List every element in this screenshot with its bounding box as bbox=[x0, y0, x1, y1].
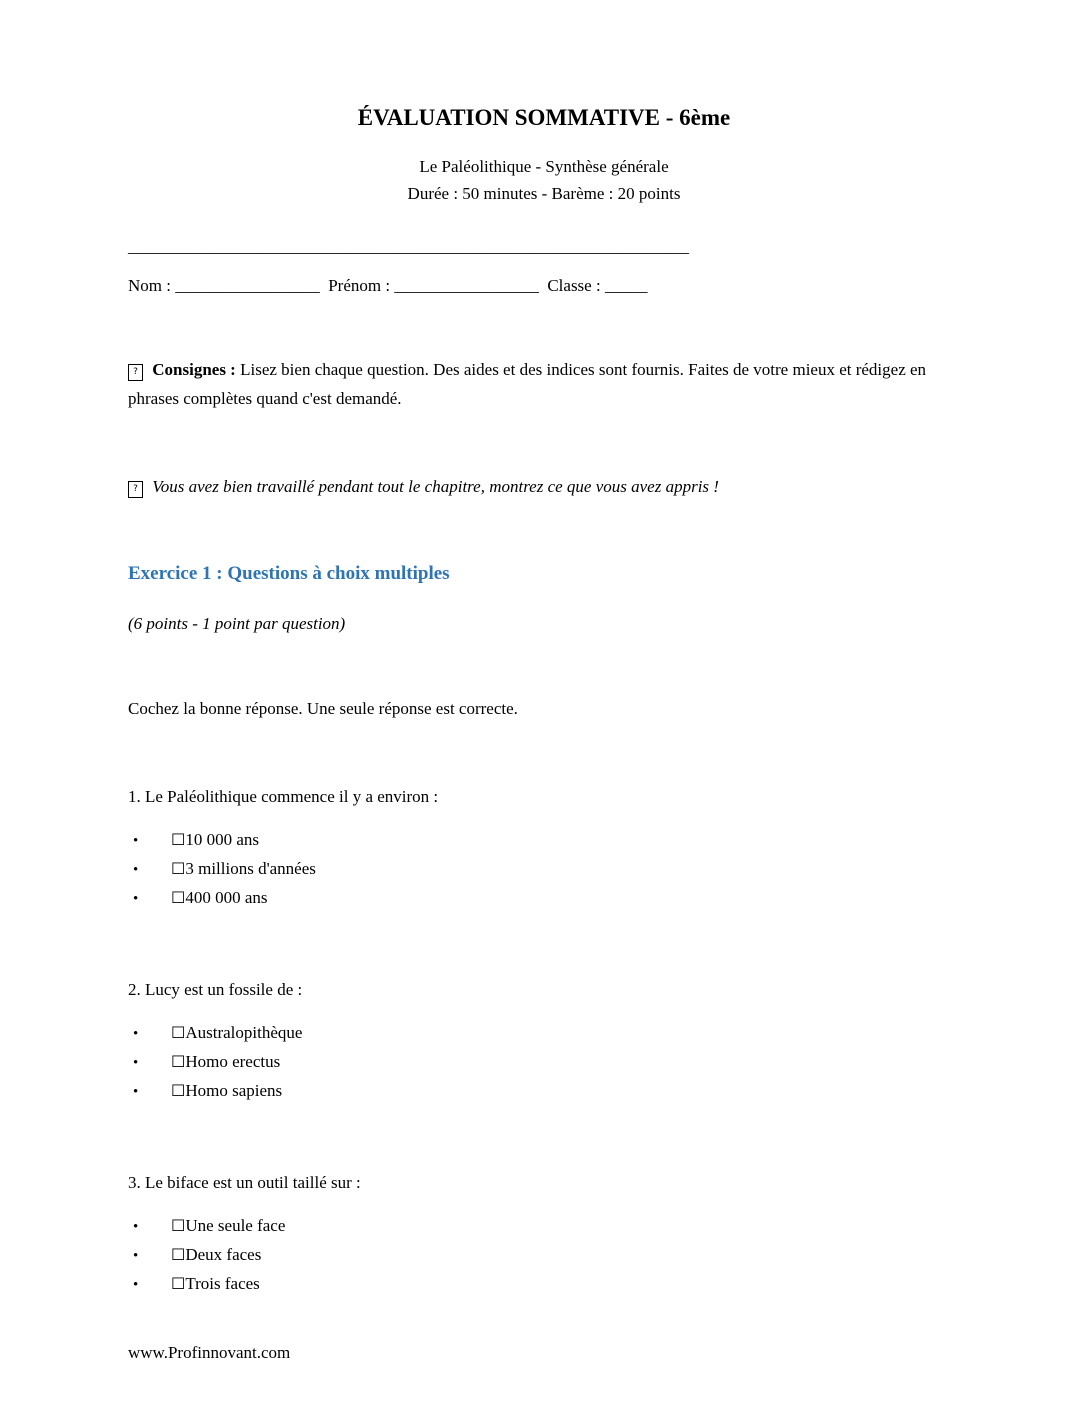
checkbox-icon: ☐ bbox=[171, 888, 186, 907]
question-3-text: 3. Le biface est un outil taillé sur : bbox=[128, 1173, 361, 1192]
missing-glyph-icon: ? bbox=[128, 364, 143, 381]
option-label: 3 millions d'années bbox=[185, 859, 316, 878]
subtitle-duration: Durée : 50 minutes - Barème : 20 points bbox=[407, 184, 681, 203]
subtitle-topic: Le Paléolithique - Synthèse générale bbox=[419, 157, 669, 176]
bullet-icon: • bbox=[133, 1248, 139, 1264]
checkbox-icon: ☐ bbox=[171, 1216, 186, 1235]
checkbox-icon: ☐ bbox=[171, 1023, 186, 1042]
option-label: Homo sapiens bbox=[185, 1081, 283, 1100]
exercise1-heading: Exercice 1 : Questions à choix multiples bbox=[128, 563, 450, 584]
checkbox-icon: ☐ bbox=[171, 859, 186, 878]
list-item bbox=[128, 1270, 960, 1299]
option-label: Deux faces bbox=[185, 1245, 262, 1264]
bullet-icon: • bbox=[133, 1026, 139, 1042]
option-label: 400 000 ans bbox=[185, 888, 268, 907]
list-item bbox=[128, 826, 960, 855]
option bbox=[171, 1241, 261, 1268]
option bbox=[171, 1077, 282, 1104]
page-title: ÉVALUATION SOMMATIVE - 6ème bbox=[357, 105, 731, 130]
option bbox=[171, 1270, 260, 1297]
exercise1-points-note: (6 points - 1 point par question) bbox=[128, 614, 346, 633]
footer-website: www.Profinnovant.com bbox=[128, 1343, 291, 1362]
exercise1-instruction: Cochez la bonne réponse. Une seule réponse est correcte. bbox=[128, 699, 518, 718]
checkbox-icon: ☐ bbox=[171, 1245, 186, 1264]
question-1-options bbox=[128, 826, 960, 913]
list-item bbox=[128, 1077, 960, 1106]
bullet-icon: • bbox=[133, 1055, 139, 1071]
option bbox=[171, 826, 259, 853]
consignes-label: Consignes : bbox=[152, 360, 236, 379]
question-3-options bbox=[128, 1212, 960, 1299]
motivation-text: Vous avez bien travaillé pendant tout le chapitre, montrez ce que vous avez appris ! bbox=[152, 477, 719, 496]
question-2-options bbox=[128, 1019, 960, 1106]
option-label: Trois faces bbox=[185, 1274, 260, 1293]
option bbox=[171, 855, 316, 882]
list-item bbox=[128, 884, 960, 913]
option bbox=[171, 1212, 285, 1239]
checkbox-icon: ☐ bbox=[171, 830, 186, 849]
checkbox-icon: ☐ bbox=[171, 1052, 186, 1071]
question-1-text: 1. Le Paléolithique commence il y a environ : bbox=[128, 787, 439, 806]
checkbox-icon: ☐ bbox=[171, 1081, 186, 1100]
consignes-text: Lisez bien chaque question. Des aides et des indices sont fournis. Faites de votre mieux et rédigez en phrases complètes quand c'est demandé. bbox=[128, 360, 927, 408]
bullet-icon: • bbox=[133, 833, 139, 849]
checkbox-icon: ☐ bbox=[171, 1274, 186, 1293]
bullet-icon: • bbox=[133, 1084, 139, 1100]
document-subtitle bbox=[128, 153, 960, 207]
list-item bbox=[128, 1241, 960, 1270]
list-item bbox=[128, 1212, 960, 1241]
option bbox=[171, 884, 268, 911]
list-item bbox=[128, 1048, 960, 1077]
bullet-icon: • bbox=[133, 891, 139, 907]
option bbox=[171, 1048, 280, 1075]
motivation-line bbox=[128, 473, 960, 500]
option-label: 10 000 ans bbox=[185, 830, 260, 849]
consignes-paragraph bbox=[128, 355, 938, 413]
identity-line: Nom : _________________ Prénom : _________________ Classe : _____ bbox=[128, 276, 648, 295]
option-label: Homo erectus bbox=[185, 1052, 281, 1071]
missing-glyph-icon: ? bbox=[128, 481, 143, 498]
option-label: Australopithèque bbox=[185, 1023, 303, 1042]
list-item bbox=[128, 855, 960, 884]
bullet-icon: • bbox=[133, 862, 139, 878]
option-label: Une seule face bbox=[185, 1216, 286, 1235]
list-item bbox=[128, 1019, 960, 1048]
separator-line: __________________________________________________________________ bbox=[128, 237, 689, 256]
option bbox=[171, 1019, 302, 1046]
bullet-icon: • bbox=[133, 1219, 139, 1235]
question-2-text: 2. Lucy est un fossile de : bbox=[128, 980, 303, 999]
bullet-icon: • bbox=[133, 1277, 139, 1293]
